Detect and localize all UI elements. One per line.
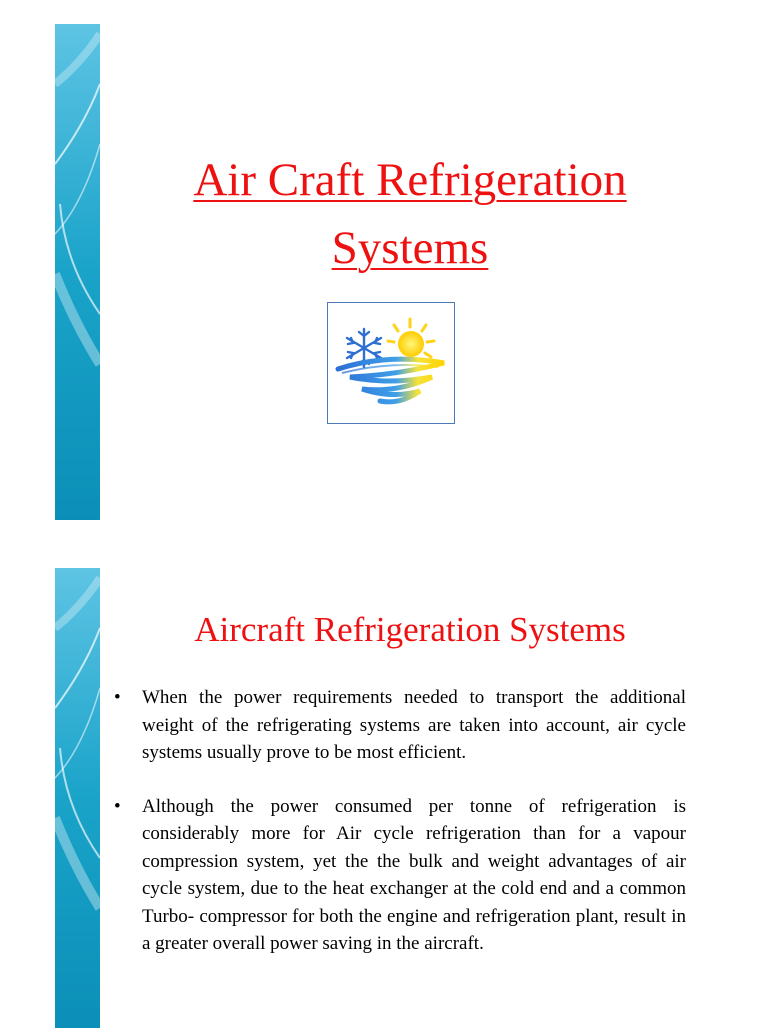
slide-1-title: [110, 146, 710, 282]
bullet-list: [112, 684, 686, 984]
bullet-text-2: Although the power consumed per tonne of refrigeration is considerably more for Air cycle refrigeration than for a vapour compression system, yet the the bulk and weight advantages of air cycle system, due to the heat exchanger at the cold end and a common Turbo- compressor for both the engine and refrigeration plant, result in a greater overall power saving in the aircraft.: [142, 795, 686, 954]
bullet-item-2: [112, 793, 686, 958]
bullet-item-1: [112, 684, 686, 767]
snowflake-sun-swirl-icon: [327, 302, 455, 424]
bullet-marker: •: [114, 687, 121, 708]
slide-1-title-line-1: Air Craft Refrigeration: [193, 154, 627, 206]
slide-2-title: Aircraft Refrigeration Systems: [194, 610, 626, 649]
slide-1-decorative-bar: [55, 24, 100, 520]
slide-2-decorative-bar: [55, 568, 100, 1028]
slide-1-title-line-2: Systems: [331, 222, 489, 274]
bullet-text-1: When the power requirements needed to transport the additional weight of the refrigerating systems are taken into account, air cycle systems usually prove to be most efficient.: [142, 687, 686, 763]
bullet-marker: •: [114, 795, 121, 817]
slide-2: [0, 548, 768, 1024]
